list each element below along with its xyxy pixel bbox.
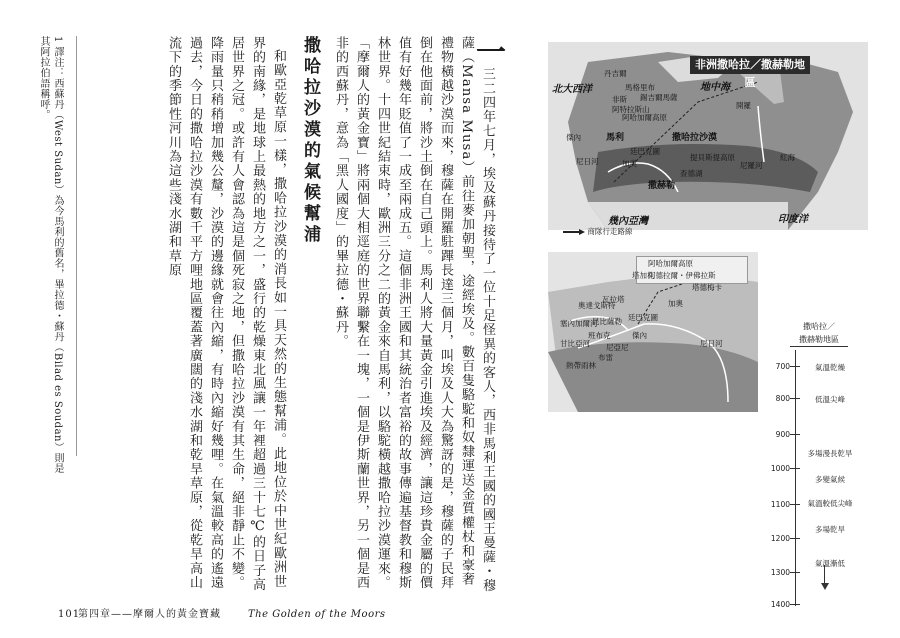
- opening-paragraph: 一三二四年七月，埃及蘇丹接待了一位十足怪異的客人，西非馬利王國的國王曼薩・穆薩（Mansa Musa）前往麥加朝聖，途經埃及。數百隻駱駝和奴隸運送金質權杖和豪奢禮物橫越沙漠而來，穆薩在開羅駐蹕長達三個月，叫埃及人大為驚訝的是，穆薩的子民拜倒在他面前，將沙土倒在自己頭上。馬利人將大量黃金引進埃及經濟，讓這珍貴金屬的價值有好幾年貶值了一成至兩成五。這個非洲王國和其統治者富裕的故事傳遍基督教和穆斯林世界。十四世紀結束時，歐洲三分之二的黃金來自馬利，以駱駝橫越撒哈拉沙漠運來。「摩爾人的黃金寶」將兩個大相逕庭的世界聯繫在一塊，一個是伊斯蘭世界，另一個是西非的西蘇丹，意為「黑人國度」的畢拉德・蘇丹。: [333, 36, 505, 593]
- label-walata: 瓦拉塔: [602, 295, 625, 304]
- year-1100: 1100: [770, 500, 790, 509]
- label-bambuk: 班布克: [588, 331, 611, 340]
- tick-1100: [790, 504, 800, 505]
- page-number: 101: [58, 609, 81, 620]
- label-atlas: 阿特拉斯山: [612, 105, 650, 114]
- label-tangier: 丹吉爾: [604, 69, 627, 78]
- label-indian: 印度洋: [778, 214, 808, 225]
- year-1000: 1000: [770, 464, 790, 473]
- label-taghaza: 塔加札: [632, 271, 655, 280]
- legend-route: [563, 226, 632, 237]
- label-fez: 非斯: [612, 95, 627, 104]
- down-arrow-icon: [824, 565, 825, 587]
- event-cooler-peak: 氣溫較低尖峰: [807, 499, 853, 508]
- timeline-header: [790, 320, 848, 347]
- label-niger: 尼日河: [576, 157, 599, 166]
- year-1200: 1200: [770, 534, 790, 543]
- tick-1200: [790, 538, 800, 539]
- label-sijilmasa: 錫吉爾馬薩: [640, 93, 678, 102]
- tick-1400: [790, 604, 800, 605]
- running-head-chapter: 第四章——摩爾人的黃金寶藏: [78, 609, 221, 620]
- label-red-sea: 紅海: [780, 153, 795, 162]
- tick-700: [790, 366, 800, 367]
- label-tibesti: 提貝斯提高原: [690, 153, 735, 162]
- label-guinea: 幾內亞灣: [608, 216, 648, 227]
- label-cairo: 開羅: [736, 101, 751, 110]
- label-atlantic: 北大西洋: [552, 84, 592, 95]
- year-1300: 1300: [770, 568, 790, 577]
- label-kumbi: 昆比薩勒: [592, 317, 622, 326]
- label-tadmekka: 塔德梅卡: [692, 283, 722, 292]
- label-ahaggar: 阿哈加爾高原: [622, 113, 667, 122]
- label-nile: 尼羅河: [740, 161, 763, 170]
- label-niani: 尼亞尼: [606, 343, 629, 352]
- label-gambia: 甘比亞河: [560, 339, 590, 348]
- timeline-header-line1: 撒哈拉／: [803, 322, 835, 331]
- tick-800: [790, 398, 800, 399]
- footnote: 1 譯注：西蘇丹（West Sudan）為今馬利的舊名，畢拉德・蘇丹（Bilad es Soudan）則是其阿拉伯語稱呼。: [38, 36, 63, 474]
- label-mali: 馬利: [606, 133, 625, 143]
- label-chad: 查德湖: [680, 169, 703, 178]
- event-variable: 多變氣候: [815, 475, 845, 484]
- label-senegal: 塞內加爾河: [560, 319, 598, 328]
- event-droughts: 多場乾旱: [815, 525, 845, 534]
- tick-900: [790, 434, 800, 435]
- label-djenne: 傑內: [566, 133, 581, 142]
- label-niger-small: 尼日河: [700, 339, 723, 348]
- label-gao-small: 加奧: [668, 299, 683, 308]
- label-timbuktu-small: 廷巴克圖: [628, 313, 658, 322]
- label-sahel: 撒赫勒: [648, 181, 676, 191]
- tick-1000: [790, 468, 800, 469]
- running-head-english: The Golden of the Moors: [248, 609, 386, 620]
- small-title-b: 阿德拉爾・伊佛拉斯: [648, 271, 716, 280]
- event-dry: 氣溫乾燥: [815, 363, 845, 372]
- label-med: 地中海: [700, 82, 730, 93]
- label-djenne-small: 傑內: [632, 331, 647, 340]
- event-cold-peak: 低溫尖峰: [815, 395, 845, 404]
- year-900: 900: [775, 430, 790, 439]
- timeline-axis: [795, 350, 796, 606]
- label-awdaghust: 奧達戈斯特: [578, 301, 616, 310]
- label-morocco: 馬格里布: [625, 83, 655, 92]
- small-title-a: 阿哈加爾高原: [648, 259, 693, 268]
- year-1400: 1400: [770, 600, 790, 609]
- timeline-header-line2: 撒赫勒地區: [799, 335, 839, 344]
- label-sahara: 撒哈拉沙漠: [672, 133, 718, 143]
- section-heading: 撒哈拉沙漠的氣候幫浦: [300, 36, 320, 246]
- year-800: 800: [775, 394, 790, 403]
- body-paragraph: 和歐亞乾草原一樣，撒哈拉沙漠的消長如一具天然的生態幫浦。此地位於中世紀歐洲世界的南緣，是地球上最熱的地方之一，盛行的乾燥東北風讓一年裡超過三十七℃的日子高居世界之冠。或許有人會認為這是個死寂之地，但撒哈拉沙漠有其生命，絕非靜止不變。降雨量只稍稍增加幾公釐，沙漠的邊緣就會往內縮，有時內縮好幾哩。在氣溫較高的遙遠過去，今日的撒哈拉沙漠有數千平方哩地區覆蓋著廣闊的淺水湖和乾旱草原，從乾旱高山流下的季節性河川為這些淺水湖和草原: [166, 36, 286, 592]
- route-arrow-icon: [563, 229, 585, 235]
- left-page: [28, 36, 505, 596]
- label-bure: 布雷: [598, 353, 613, 362]
- label-gao: 加奧: [622, 159, 637, 168]
- tick-1300: [790, 572, 800, 573]
- year-700: 700: [775, 362, 790, 371]
- main-text-column: [28, 36, 505, 596]
- event-cooling: 氣溫漸低: [815, 559, 845, 568]
- footnote-divider: [76, 36, 77, 456]
- legend-route-label: 商隊行走路線: [587, 227, 633, 236]
- label-forest: 熱帶雨林: [566, 361, 596, 370]
- event-long-droughts: 多場漫長乾旱: [807, 449, 853, 458]
- label-timbuktu: 廷巴克圖: [630, 147, 660, 156]
- map-title: 非洲撒哈拉／撒赫勒地區: [690, 56, 810, 74]
